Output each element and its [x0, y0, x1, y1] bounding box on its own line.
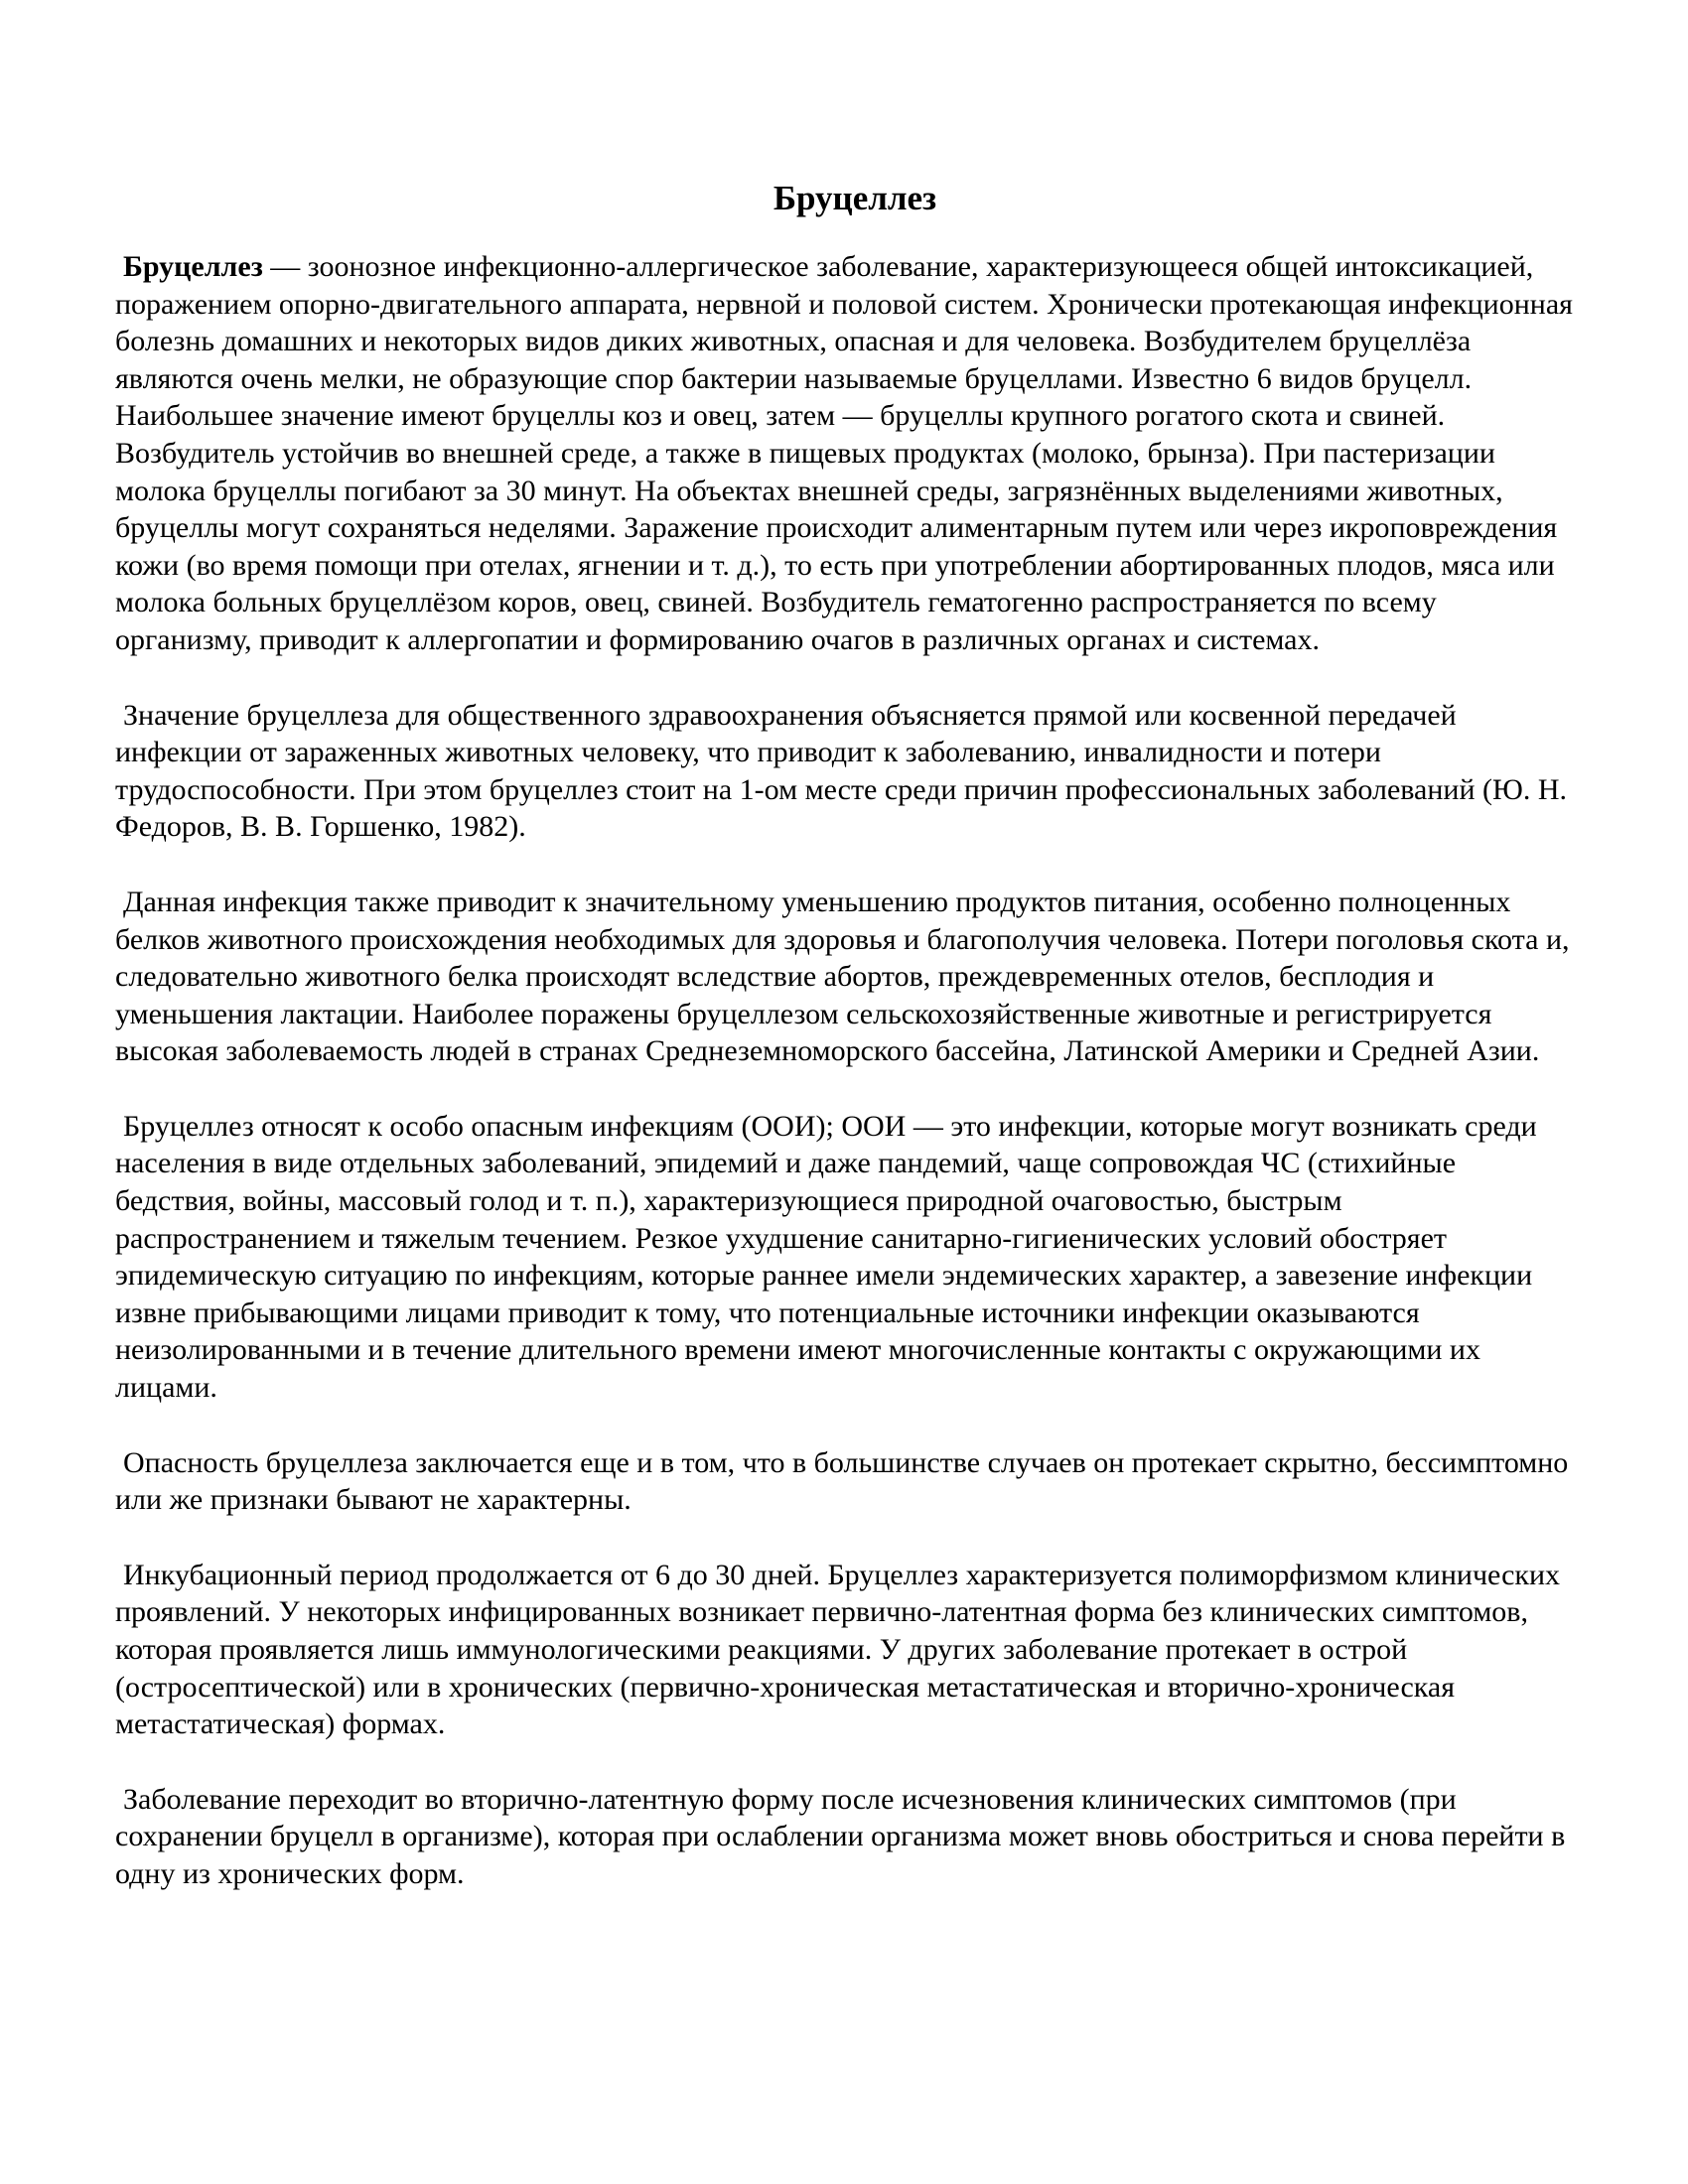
paragraph-text: Значение бруцеллеза для общественного здравоохранения объясняется прямой или косвенной передачей инфекции от зараженных животных человеку, что приводит к заболеванию, инвалидности и потери трудоспособности. При этом бруцеллез стоит на 1-ом месте среди причин профессиональных заболеваний (Ю. Н. Федоров, В. В. Горшенко, 1982).	[115, 698, 1568, 844]
paragraph-public-health	[115, 697, 1575, 846]
document-page	[115, 175, 1575, 1931]
paragraph-danger	[115, 1444, 1575, 1519]
paragraph-text: Опасность бруцеллеза заключается еще и в том, что в большинстве случаев он протекает скрытно, бессимптомно или же признаки бывают не характерны.	[115, 1445, 1569, 1517]
paragraph-text: Инкубационный период продолжается от 6 до 30 дней. Бруцеллез характеризуется полиморфизмом клинических проявлений. У некоторых инфицированных возникает первично-латентная форма без клинических симптомов, которая проявляется лишь иммунологическими реакциями. У других заболевание протекает в острой (остросептической) или в хронических (первично-хроническая метастатическая и вторично-хроническая метастатическая) формах.	[115, 1558, 1561, 1741]
paragraph-latent-form	[115, 1781, 1575, 1893]
intro-paragraph	[115, 248, 1575, 659]
intro-term: Бруцеллез	[123, 250, 263, 283]
paragraph-incubation	[115, 1557, 1575, 1743]
paragraph-food-losses	[115, 884, 1575, 1070]
document-title: Бруцеллез	[773, 179, 937, 217]
paragraph-text: Заболевание переходит во вторично-латентную форму после исчезновения клинических симптомов (при сохранении бруцелл в организме), которая при ослаблении организма может вновь обостриться и снова перейти в одну из хронических форм.	[115, 1782, 1566, 1890]
intro-text: — зоонозное инфекционно-аллергическое заболевание, характеризующееся общей интоксикацией, поражением опорно-двигательного аппарата, нервной и половой систем. Хронически протекающая инфекционная болезнь домашних и некоторых видов диких животных, опасная и для человека. Возбудителем бруцеллёза являются очень мелки, не образующие спор бактерии называемые бруцеллами. Известно 6 видов бруцелл. Наибольшее значение имеют бруцеллы коз и овец, затем — бруцеллы крупного рогатого скота и свиней. Возбудитель устойчив во внешней среде, а также в пищевых продуктах (молоко, брынза). При пастеризации молока бруцеллы погибают за 30 минут. На объектах внешней среды, загрязнённых выделениями животных, бруцеллы могут сохраняться неделями. Заражение происходит алиментарным путем или через икроповреждения кожи (во время помощи при отелах, ягнении и т. д.), то есть при употреблении абортированных плодов, мяса или молока больных бруцеллёзом коров, овец, свиней. Возбудитель гематогенно распространяется по всему организму, приводит к аллергопатии и формированию очагов в различных органах и системах.	[115, 250, 1573, 656]
paragraph-text: Бруцеллез относят к особо опасным инфекциям (ООИ); ООИ — это инфекции, которые могут возникать среди населения в виде отдельных заболеваний, эпидемий и даже пандемий, чаще сопровождая ЧС (стихийные бедствия, войны, массовый голод и т. п.), характеризующиеся природной очаговостью, быстрым распространением и тяжелым течением. Резкое ухудшение санитарно-гигиенических условий обостряет эпидемическую ситуацию по инфекциям, которые раннее имели эндемических характер, а завезение инфекции извне прибывающими лицами приводит к тому, что потенциальные источники инфекции оказываются неизолированными и в течение длительного времени имеют многочисленные контакты с окружающими их лицами.	[115, 1109, 1537, 1405]
paragraph-dangerous-infections	[115, 1108, 1575, 1407]
paragraph-text: Данная инфекция также приводит к значительному уменьшению продуктов питания, особенно полноценных белков животного происхождения необходимых для здоровья и благополучия человека. Потери поголовья скота и, следовательно животного белка происходят вследствие абортов, преждевременных отелов, бесплодия и уменьшения лактации. Наиболее поражены бруцеллезом сельскохозяйственные животные и регистрируется высокая заболеваемость людей в странах Среднеземноморского бассейна, Латинской Америки и Средней Азии.	[115, 885, 1570, 1068]
